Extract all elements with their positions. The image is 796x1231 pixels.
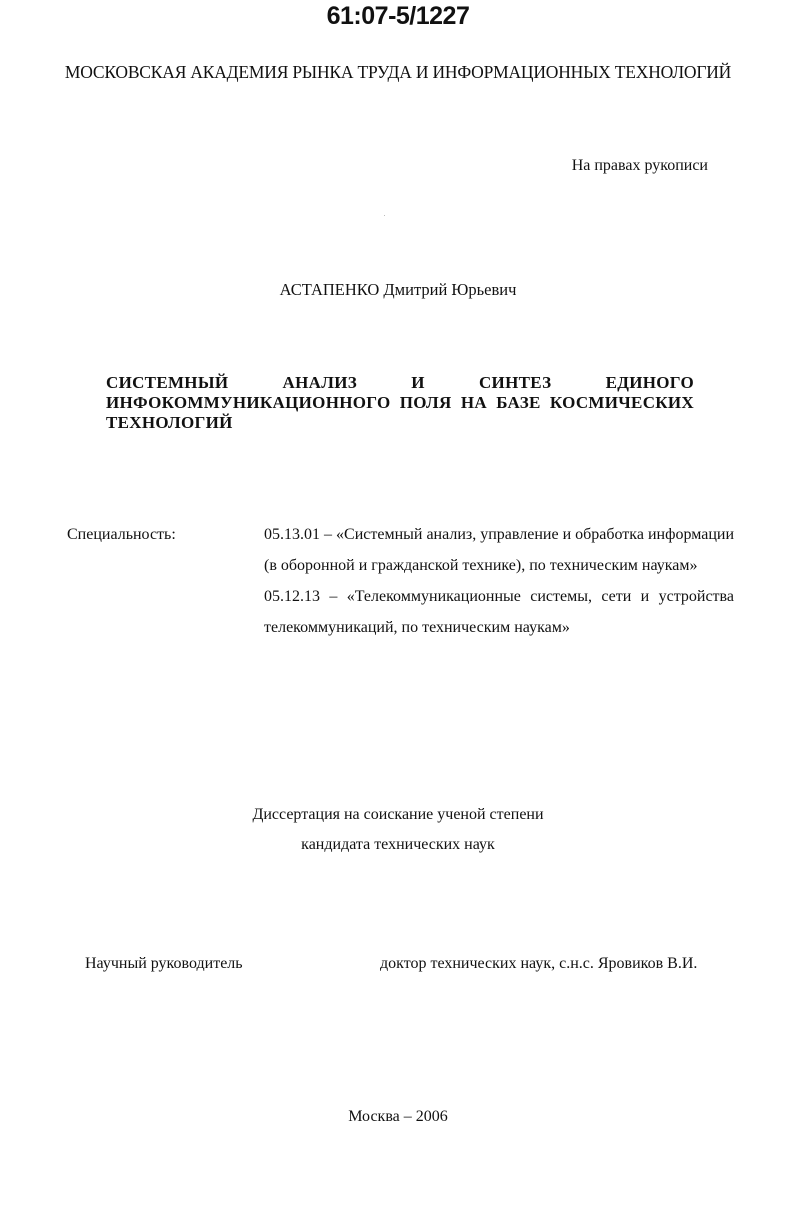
manuscript-rights: На правах рукописи <box>571 157 708 174</box>
degree-line: Диссертация на соискание ученой степени <box>252 806 544 823</box>
supervisor-name: доктор технических наук, с.н.с. Яровиков В.И. <box>380 955 698 972</box>
specialty-item: 05.12.13 – «Телекоммуникационные системы, сети и устройства телекоммуникаций, по техническим наукам» <box>264 588 734 636</box>
scan-speck <box>384 215 385 216</box>
degree-statement <box>0 800 796 860</box>
institution-name: МОСКОВСКАЯ АКАДЕМИЯ РЫНКА ТРУДА И ИНФОРМАЦИОННЫХ ТЕХНОЛОГИЙ <box>64 62 732 82</box>
archive-code: 61:07-5/1227 <box>326 2 470 30</box>
city-year: Москва – 2006 <box>348 1108 448 1125</box>
dissertation-title: СИСТЕМНЫЙ АНАЛИЗ И СИНТЕЗ ЕДИНОГО ИНФОКОММУНИКАЦИОННОГО ПОЛЯ НА БАЗЕ КОСМИЧЕСКИХ ТЕХНОЛОГИЙ <box>106 373 694 432</box>
specialty-list <box>264 519 734 643</box>
specialty-item: 05.13.01 – «Системный анализ, управление и обработка информации (в оборонной и гражданской технике), по техническим наукам» <box>264 526 734 574</box>
specialty-label: Специальность: <box>67 526 176 543</box>
degree-line: кандидата технических наук <box>301 836 495 853</box>
author-name: АСТАПЕНКО Дмитрий Юрьевич <box>279 280 517 299</box>
supervisor-label: Научный руководитель <box>85 955 243 972</box>
